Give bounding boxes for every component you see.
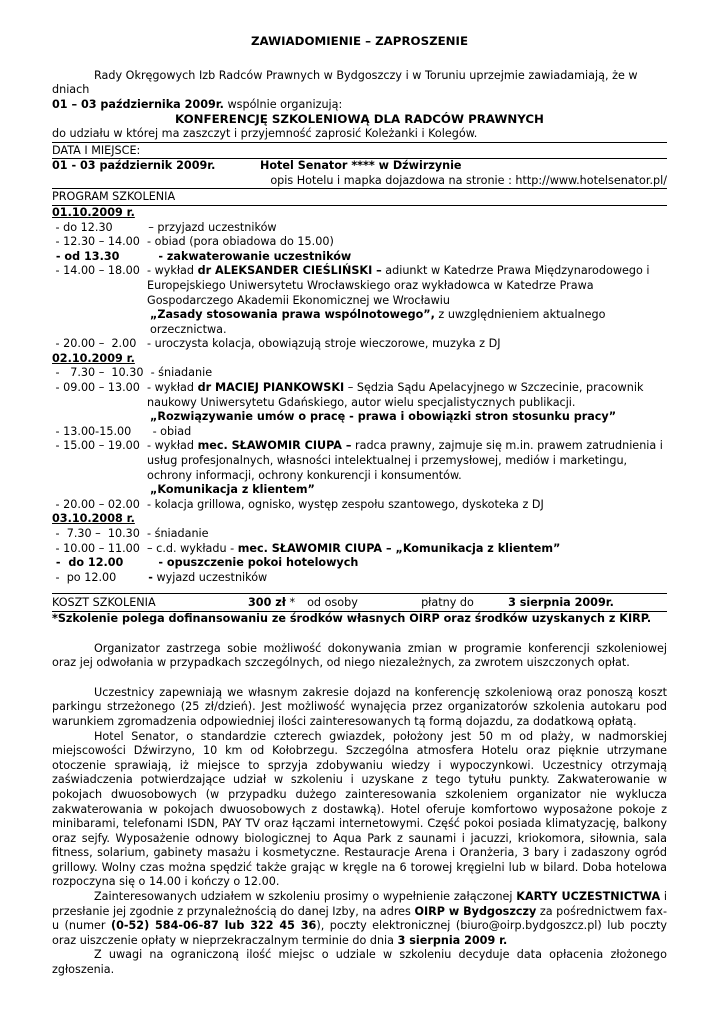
paragraph-registration — [52, 890, 667, 948]
divider — [52, 593, 667, 594]
program-item — [52, 221, 667, 236]
reg-card: KARTY UCZESTNICTWA — [516, 890, 661, 904]
cost-pay: płatny do — [421, 596, 474, 610]
program-text: - śniadanie — [147, 527, 209, 540]
reg-text: ), poczty elektronicznej (biuro@oirp.bydgoszcz.pl) lub poczty oraz uiszczenie opłaty w nieprzekraczalnym terminie do dnia — [52, 919, 667, 947]
lecture-prefix: - wykład — [147, 439, 198, 453]
lecturer-bio: adiunkt w Katedrze Prawa Międzynarodowego i Europejskiego Uniwersytetu Wrocławskiego oraz wykładowca w Katedrze Prawa Gospodarczego Akademii Ekonomicznej we Wrocławiu — [147, 264, 650, 307]
program-time: - do 12.00 — [52, 556, 159, 570]
program-item — [52, 498, 667, 513]
program-text — [147, 264, 667, 308]
program-text: - uroczysta kolacja, obowiązują stroje wieczorowe, muzyka z DJ — [147, 337, 501, 351]
day3-date: 03.10.2008 r. — [52, 512, 135, 526]
reg-deadline: 3 sierpnia 2009 r. — [397, 933, 508, 947]
cost-amount: 300 zł — [248, 596, 286, 610]
cost-per: od osoby — [307, 596, 358, 610]
program-text: - zakwaterowanie uczestników — [158, 249, 352, 263]
funding-note: *Szkolenie polega dofinansowaniu ze środków własnych OIRP oraz środków uzyskanych z KIRP. — [52, 611, 652, 625]
program-time: - 13.00-15.00 — [52, 424, 153, 438]
program-time: - 12.30 – 14.00 — [52, 235, 148, 249]
program-time: - 20.00 – 02.00 — [52, 497, 148, 511]
program-text-rest: wyjazd uczestników — [152, 570, 268, 584]
program-text — [147, 439, 667, 483]
conference-title: KONFERENCJĘ SZKOLENIOWĄ DLA RADCÓW PRAWNYCH — [175, 112, 544, 127]
program-time: - 7.30 – 10.30 — [52, 366, 151, 380]
reg-text: za pośrednictwem fax-u (numer — [52, 904, 667, 933]
program-text: - śniadanie — [150, 366, 213, 380]
lecture-topic-rest: z uwzględnieniem aktualnego orzecznictwa. — [150, 308, 606, 336]
lecture-topic-line — [52, 483, 667, 498]
program-time: - 7.30 – 10.30 — [52, 527, 148, 540]
intro-line2 — [52, 98, 667, 113]
program-item — [52, 571, 667, 586]
cost-row — [52, 596, 667, 611]
reg-fax: (0-52) 584-06-87 lub 322 45 36 — [110, 919, 317, 933]
program-time: - po 12.00 — [52, 570, 149, 584]
cost-label: KOSZT SZKOLENIA — [52, 596, 156, 610]
lecturer-bio: – Sędzia Sądu Apelacyjnego w Szczecinie, pracownik naukowy Uniwersytetu Gdańskiego, autor wielu specjalistycznych publikacji. — [147, 381, 644, 409]
program-item — [52, 556, 667, 571]
lecture-prefix: - wykład — [147, 264, 198, 278]
reg-text: Zainteresowanych udziałem w szkoleniu prosimy o wypełnienie załączonej — [94, 890, 517, 904]
program-time: - 09.00 – 13.00 — [52, 381, 148, 395]
program-time: - 10.00 – 11.00 — [52, 541, 148, 555]
lecturer-name: dr ALEKSANDER CIEŚLIŃSKI – — [197, 264, 382, 278]
program-dash: - — [148, 570, 153, 584]
reg-text: i przesłanie jej zgodnie z przynależnością do danej Izby, na adres — [52, 890, 667, 918]
intro-line3: do udziału w której ma zaszczyt i przyjemność zaprosić Koleżanki i Kolegów. — [52, 126, 478, 140]
lecture-prefix: – c.d. wykładu - — [147, 541, 238, 555]
intro-line2-rest: wspólnie organizują: — [223, 97, 343, 111]
place-header: DATA I MIEJSCE: — [52, 143, 141, 157]
hotel-website-note: opis Hotelu i mapka dojazdowa na stronie : http://www.hotelsenator.pl/ — [270, 173, 667, 187]
lecturer-name: mec. SŁAWOMIR CIUPA – „Komunikacja z klientem” — [237, 541, 561, 555]
program-time: - 20.00 – 2.00 — [52, 337, 148, 351]
program-time: - 14.00 – 18.00 — [52, 264, 148, 278]
lecture-topic-line — [52, 308, 667, 337]
lecture-prefix: - wykład — [147, 381, 198, 395]
program-text: - obiad (pora obiadowa do 15.00) — [147, 235, 334, 249]
place-row — [52, 159, 667, 174]
lecturer-name: mec. SŁAWOMIR CIUPA – — [197, 439, 352, 453]
cost-star: * — [285, 596, 296, 610]
program-item — [52, 425, 667, 440]
program-time: - od 13.30 — [52, 249, 159, 263]
document-page — [52, 30, 667, 978]
program-time: - do 12.30 — [52, 220, 149, 234]
lecturer-name: dr MACIEJ PIANKOWSKI — [197, 381, 345, 395]
program-item — [52, 542, 667, 557]
hotel-name: Hotel Senator **** w Dźwirzynie — [260, 159, 462, 173]
program-header: PROGRAM SZKOLENIA — [52, 190, 176, 204]
intro-line1: Rady Okręgowych Izb Radców Prawnych w Bydgoszczy i w Toruniu uprzejmie zawiadamiają, że w dniach — [52, 68, 638, 97]
intro-paragraph — [52, 69, 667, 98]
program-text: - kolacja grillowa, ognisko, występ zespołu szantowego, dyskoteka z DJ — [147, 497, 544, 511]
program-text: - opuszczenie pokoi hotelowych — [158, 556, 359, 570]
program-text: – przyjazd uczestników — [148, 220, 277, 234]
program-text — [147, 542, 667, 557]
paragraph-changes: Organizator zastrzega sobie możliwość dokonywania zmian w programie konferencji szkoleniowej oraz jej odwołania w przypadkach szczególnych, od niego niezależnych, za zwrotem uiszczonych opłat. — [52, 641, 667, 670]
program-item — [52, 250, 667, 265]
program-text — [147, 381, 667, 410]
program-item — [52, 381, 667, 410]
program-item — [52, 527, 667, 542]
reg-address: OIRP w Bydgoszczy — [414, 904, 537, 918]
program-text: - obiad — [152, 424, 192, 438]
intro-dates: 01 – 03 października 2009r. — [52, 97, 224, 111]
program-item — [52, 264, 667, 308]
place-dates: 01 - 03 październik 2009r. — [52, 159, 216, 173]
program-item — [52, 337, 667, 352]
program-time: - 15.00 – 19.00 — [52, 439, 148, 453]
lecture-topic: „Komunikacja z klientem” — [150, 483, 315, 497]
day1-date: 01.10.2009 r. — [52, 205, 135, 219]
lecture-topic: „Zasady stosowania prawa wspólnotowego”, — [150, 308, 435, 322]
paragraph-travel: Uczestnicy zapewniają we własnym zakresie dojazd na konferencję szkoleniową oraz ponoszą koszt parkingu strzeżonego (25 zł/dzień). Jest możliwość wynajęcia przez organizatorów szkolenia autokaru pod warunkiem zgromadzenia odpowiedniej ilości zainteresowanych tą formą dojazdu, za dodatkową opłatą. — [52, 685, 667, 728]
cost-deadline: 3 sierpnia 2009r. — [508, 596, 614, 610]
document-title: ZAWIADOMIENIE – ZAPROSZENIE — [251, 34, 468, 48]
paragraph-hotel: Hotel Senator, o standardzie czterech gwiazdek, położony jest 50 m od plaży, w nadmorskiej miejscowości Dźwirzyno, 10 km od Kołobrzegu. Szczególna atmosfera Hotelu oraz pięknie utrzymane otoczenie sprawiają, iż miejsce to sprzyja zdobywaniu wiedzy i wypoczynkowi. Uczestnicy otrzymają zaświadczenia potwierdzające udział w szkoleniu i uzyskane z tego tytułu punkty. Zakwaterowanie w pokojach dwuosobowych (w przypadku dużego zainteresowania szkoleniem organizator nie wyklucza zakwaterowania w pokojach dwuosobowych z dostawką). Hotel oferuje komfortowo wyposażone pokoje z minibarami, telefonami ISDN, PAY TV oraz łączami internetowymi. Część pokoi posiada klimatyzację, balkony oraz sejfy. Wyposażenie odnowy biologicznej to Aqua Park z saunami i jacuzzi, kriokomora, siłownia, sala fitness, solarium, gabinety masażu i kosmetyczne. Restauracje Arena i Oranżeria, 3 bary i zadaszony ogród grillowy. Wolny czas można spędzić także grając w kręgle na 6 torowej kręgielni lub w bilard. Doba hotelowa rozpoczyna się o 14.00 i kończy o 12.00. — [52, 729, 667, 889]
lecturer-bio: radca prawny, zajmuje się m.in. prawem zatrudnienia i usług profesjonalnych, własności intelektualnej i przemysłowej, mediów i marketingu, ochrony informacji, ochrony konkurencji i konsumentów. — [147, 439, 663, 482]
lecture-topic-line — [52, 410, 667, 425]
lecture-topic: „Rozwiązywanie umów o pracę - prawa i obowiązki stron stosunku pracy” — [150, 410, 617, 424]
program-item — [52, 366, 667, 381]
cost-amount-wrap — [248, 596, 295, 611]
program-item — [52, 235, 667, 250]
paragraph-limit: Z uwagi na ograniczoną ilość miejsc o udziale w szkoleniu decyduje data opłacenia złożonego zgłoszenia. — [52, 948, 667, 977]
program-item — [52, 439, 667, 483]
program-text — [148, 571, 667, 586]
day2-date: 02.10.2009 r. — [52, 351, 135, 365]
